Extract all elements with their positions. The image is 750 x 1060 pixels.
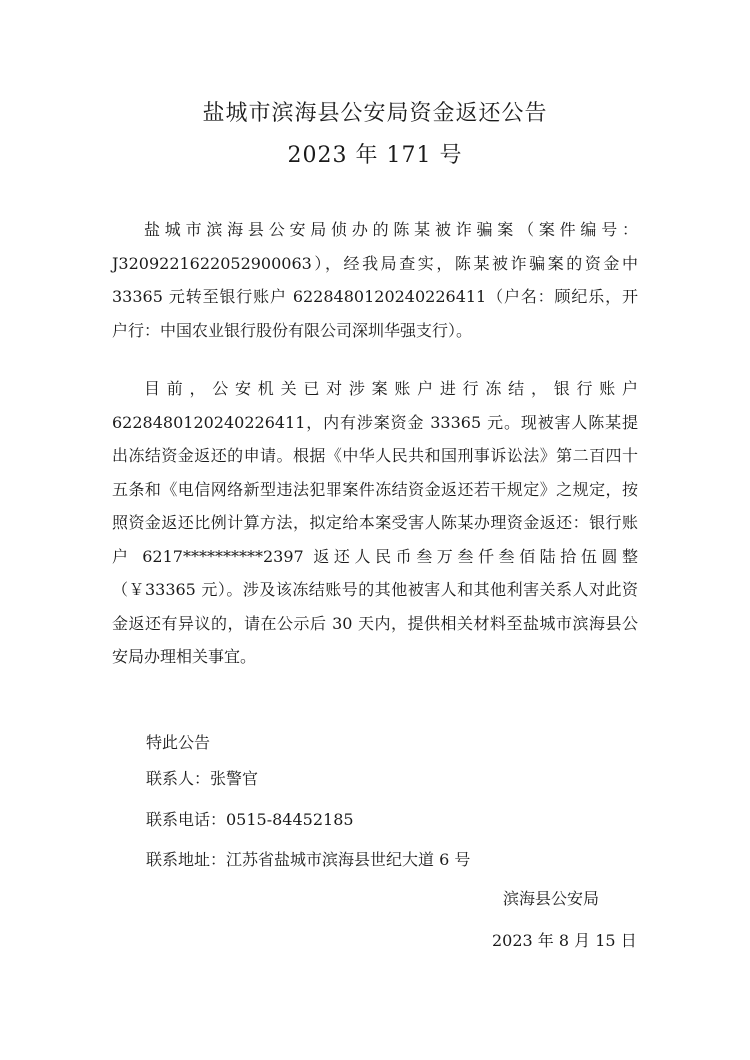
closing-text: 特此公告 [146, 733, 211, 752]
document-number: 2023 年 171 号 [287, 143, 463, 168]
contact-phone: 联系电话：0515-84452185 [146, 810, 354, 829]
contact-person: 联系人：张警官 [146, 769, 259, 788]
signature-organization: 滨海县公安局 [503, 889, 600, 908]
contact-address: 联系地址：江苏省盐城市滨海县世纪大道 6 号 [146, 850, 471, 869]
paragraph-refund-notice: 目前，公安机关已对涉案账户进行冻结，银行账户6228480120240226411，内有涉案资金 33365 元。现被害人陈某提出冻结资金返还的申请。根据《中华人民共和国刑事诉讼法》第二百四十五条和《电信网络新型违法犯罪案件冻结资金返还若干规定》之规定，按照资金返还比例计算方法，拟定给本案受害人陈某办理资金返还：银行账户 6217**********2397 返还人民币叁万叁仟叁佰陆拾伍圆整（￥33365 元）。涉及该冻结账号的其他被害人和其他利害关系人对此资金返还有异议的，请在公示后 30 天内，提供相关材料至盐城市滨海县公安局办理相关事宜。 [112, 379, 638, 666]
signature-date: 2023 年 8 月 15 日 [492, 931, 637, 950]
document-title: 盐城市滨海县公安局资金返还公告 [202, 101, 548, 126]
paragraph-case-details: 盐城市滨海县公安局侦办的陈某被诈骗案（案件编号：J3209221622052900063），经我局查实，陈某被诈骗案的资金中 33365 元转至银行账户 6228480120240226411（户名：顾纪乐，开户行：中国农业银行股份有限公司深圳华强支行）。 [112, 220, 638, 340]
